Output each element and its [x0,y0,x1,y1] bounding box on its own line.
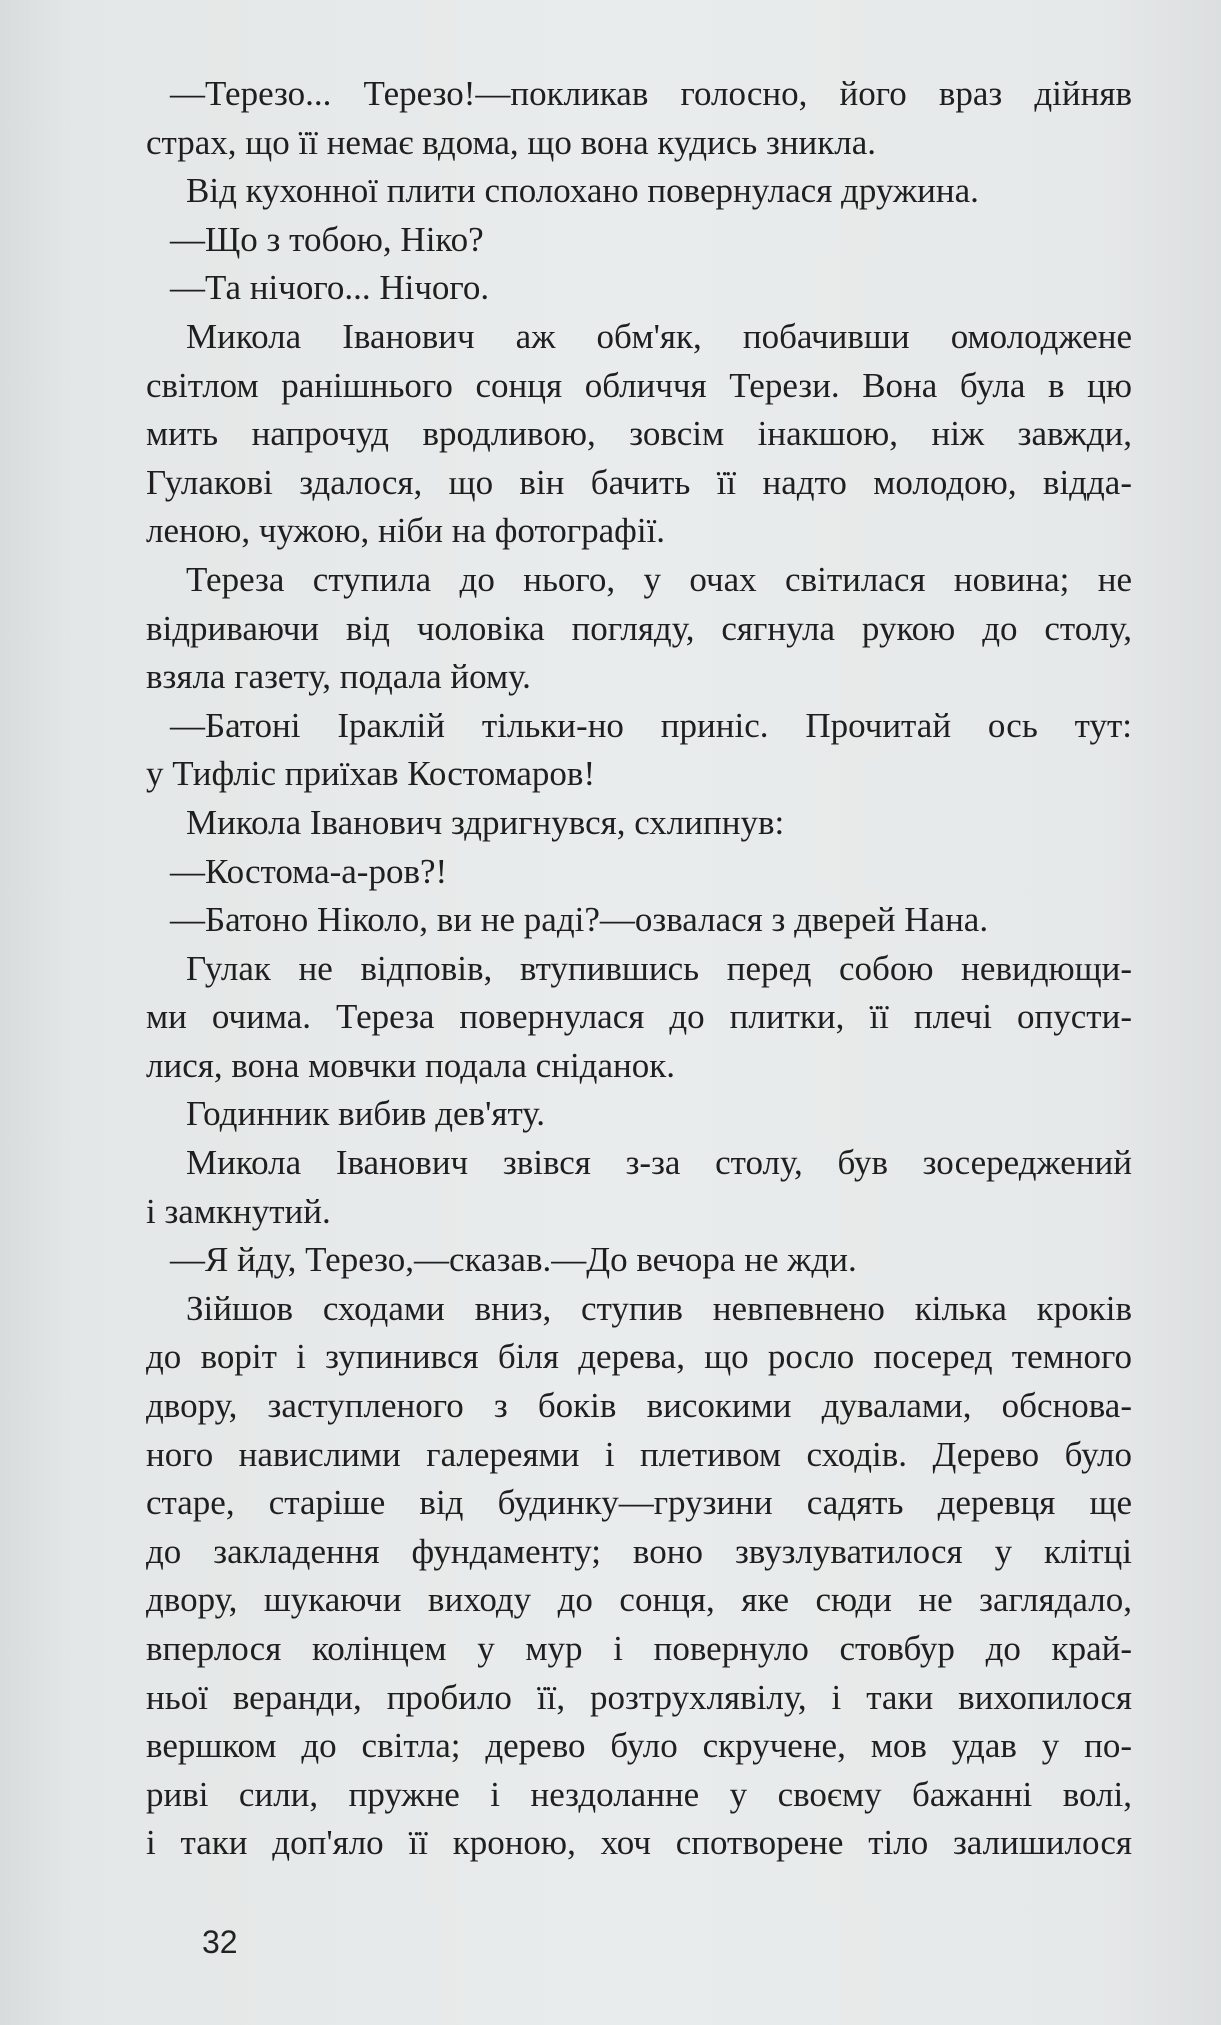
text-line: взяла газету, подала йому. [146,657,531,697]
text-paragraph [146,799,1132,848]
text-paragraph [146,556,1132,702]
text-paragraph [146,1285,1132,1868]
text-line: і таки доп'яло її кроною, хоч спотворене тіло залишилося [146,1823,1132,1863]
text-line: ньої веранди, пробило її, розтрухлявілу, і таки вихопилося [146,1677,1132,1717]
text-line: світлом ранішнього сонця обличчя Терези. Вона була в цю [146,365,1132,405]
text-line: двору, шукаючи виходу до сонця, яке сюди не заглядало, [146,1580,1132,1620]
text-line: страх, що її немає вдома, що вона кудись зникла. [146,122,877,162]
text-line: відриваючи від чоловіка погляду, сягнула рукою до столу, [146,608,1132,648]
text-paragraph [146,167,1132,216]
dialogue-paragraph [146,70,1132,167]
text-paragraph [146,313,1132,556]
text-line: Годинник вибив дев'яту. [186,1094,546,1134]
text-line: Гулакові здалося, що він бачить її надто молодою, відда- [146,462,1132,502]
text-line: Микола Іванович здригнувся, схлипнув: [186,802,785,842]
dialogue-paragraph [146,896,1132,945]
text-line: —Що з тобою, Ніко? [170,219,484,259]
text-line: —Терезо... Терезо!—покликав голосно, його враз дійняв [170,74,1132,113]
text-line: двору, заступленого з боків високими дувалами, обснова- [146,1386,1132,1426]
text-line: лися, вона мовчки подала сніданок. [146,1045,675,1085]
text-line: і замкнутий. [146,1191,331,1231]
dialogue-paragraph [146,1236,1132,1285]
text-line: вперлося колінцем у мур і повернуло стовбур до край- [146,1629,1132,1668]
text-line: Гулак не відповів, втупившись перед собою невидющи- [186,948,1132,988]
text-line: у Тифліс приїхав Костомаров! [146,754,596,794]
text-line: —Я йду, Терезо,—сказав.—До вечора не жди. [170,1240,857,1280]
text-line: ного навислими галереями і плетивом сходів. Дерево було [146,1434,1132,1474]
text-line: леною, чужою, ніби на фотографії. [146,511,666,551]
dialogue-paragraph [146,702,1132,799]
page-number: 32 [202,1924,238,1960]
text-line: Тереза ступила до нього, у очах світилася новина; не [186,559,1132,599]
text-line: Зійшов сходами вниз, ступив невпевнено кілька кроків [186,1288,1132,1328]
text-line: до закладення фундаменту; воно звузлуватилося у клітці [146,1531,1132,1571]
text-line: Микола Іванович звівся з-за столу, був зосереджений [186,1143,1132,1183]
text-paragraph [146,1139,1132,1236]
text-line: риві сили, пружне і нездоланне у своєму бажанні волі, [146,1774,1132,1814]
text-paragraph [146,945,1132,1091]
text-line: старе, старіше від будинку—грузини садять деревця ще [146,1483,1132,1523]
dialogue-paragraph [146,216,1132,265]
text-line: —Батоно Ніколо, ви не раді?—озвалася з дверей Нана. [170,900,989,940]
text-line: —Батоні Іраклій тільки-но приніс. Прочитай ось тут: [170,705,1132,745]
dialogue-paragraph [146,264,1132,313]
text-line: —Костома-а-ров?! [170,851,448,891]
dialogue-paragraph [146,848,1132,897]
text-line: вершком до світла; дерево було скручене, мов удав у по- [146,1726,1132,1766]
text-line: Микола Іванович аж обм'як, побачивши омолоджене [186,316,1132,356]
text-line: ми очима. Тереза повернулася до плитки, її плечі опусти- [146,997,1132,1037]
text-line: —Та нічого... Нічого. [170,268,490,308]
book-page-text [146,70,1132,1868]
text-line: до воріт і зупинився біля дерева, що росло посеред темного [146,1337,1132,1377]
text-line: Від кухонної плити сполохано повернулася дружина. [186,171,979,211]
text-line: мить напрочуд вродливою, зовсім інакшою, ніж завжди, [146,414,1132,454]
text-paragraph [146,1090,1132,1139]
